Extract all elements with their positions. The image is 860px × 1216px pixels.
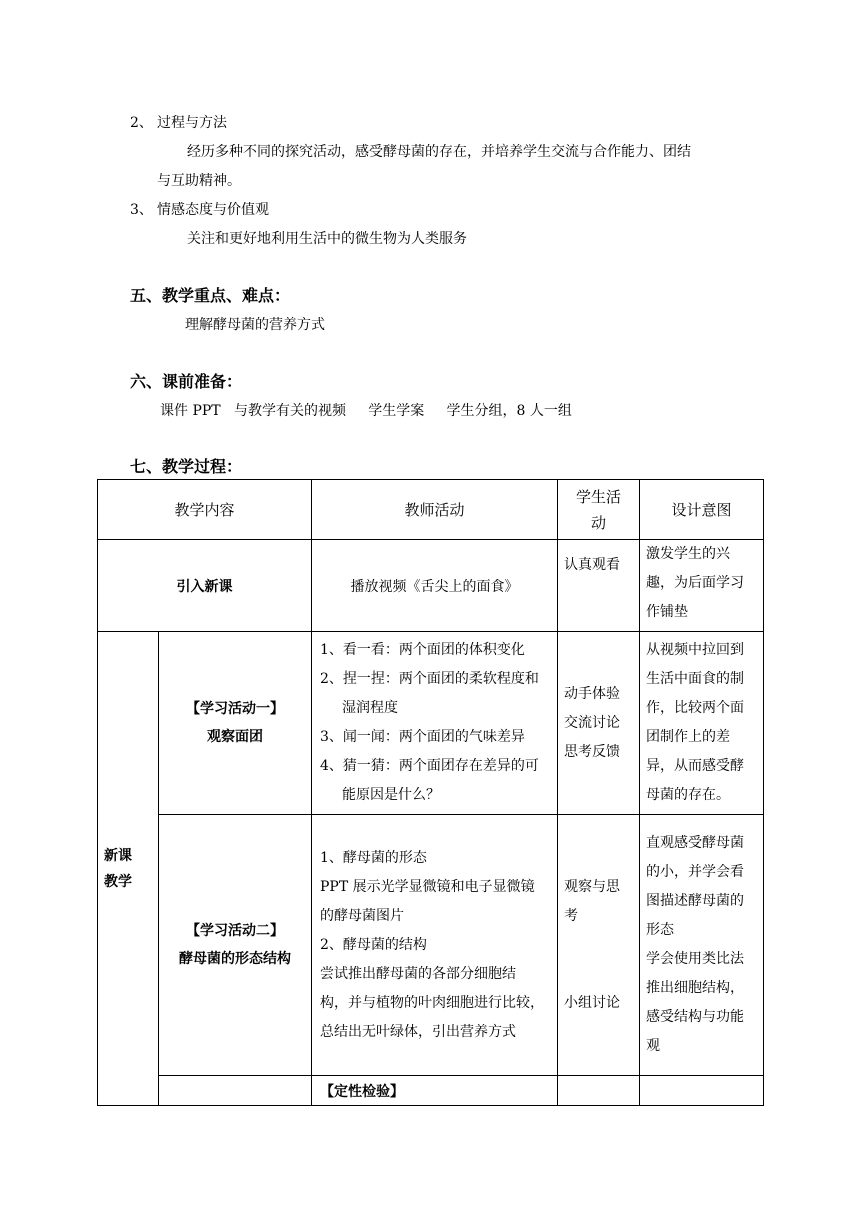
activity1-teacher-line: 2、捏一捏：两个面团的柔软程度和 <box>320 671 539 687</box>
objective-2-number: 2、 <box>130 115 153 131</box>
last-row-content <box>159 1076 312 1106</box>
header-student-line2: 动 <box>591 513 607 532</box>
activity2-intent-line: 直观感受酵母菌 <box>646 835 745 851</box>
activity2-subtitle: 酵母菌的形态结构 <box>179 951 291 967</box>
intro-student: 认真观看 <box>558 540 640 632</box>
header-intent: 设计意图 <box>640 480 764 540</box>
activity2-student-line: 观察与思 <box>564 878 621 895</box>
activity2-intent-line: 形态 <box>646 922 675 938</box>
intro-teacher: 播放视频《舌尖上的面食》 <box>312 540 558 632</box>
activity2-student <box>558 815 640 1076</box>
activity2-teacher-line: 尝试推出酵母菌的各部分细胞结 <box>320 965 517 982</box>
activity1-intent <box>640 632 764 815</box>
header-student <box>558 480 640 540</box>
objective-2-title: 过程与方法 <box>157 115 227 131</box>
intro-intent <box>640 540 764 632</box>
objective-2-text-line1: 经历多种不同的探究活动，感受酵母菌的存在，并培养学生交流与合作能力、团结 <box>187 144 691 160</box>
section5-text: 理解酵母菌的营养方式 <box>185 317 325 333</box>
activity2-student-line: 考 <box>564 907 579 924</box>
activity1-intent-line: 异，从而感受酵 <box>646 758 745 774</box>
activity1-teacher-line: 3、闻一闻：两个面团的气味差异 <box>320 729 525 745</box>
intro-intent-line: 作铺垫 <box>646 604 689 620</box>
table-row-activity1 <box>98 632 764 815</box>
activity2-intent <box>640 815 764 1076</box>
activity2-teacher-line: 的酵母菌图片 <box>320 907 405 924</box>
activity1-subtitle: 观察面团 <box>207 729 263 745</box>
header-teacher: 教师活动 <box>312 480 558 540</box>
section5-heading: 五、教学重点、难点： <box>130 286 291 305</box>
activity2-teacher <box>312 815 558 1076</box>
new-lesson-label-line: 新课 <box>104 847 132 864</box>
new-lesson-label <box>98 632 159 1106</box>
table-row-activity2 <box>98 815 764 1076</box>
activity2-teacher-line: 构，并与植物的叶肉细胞进行比较， <box>320 994 545 1011</box>
header-content: 教学内容 <box>98 480 312 540</box>
activity1-cell <box>159 632 312 815</box>
header-student-line1: 学生活 <box>576 487 622 506</box>
intro-content: 引入新课 <box>98 540 312 632</box>
activity2-student-line: 小组讨论 <box>564 994 621 1011</box>
activity1-student-line: 动手体验 <box>564 685 621 702</box>
activity2-teacher-line: 2、酵母菌的结构 <box>320 936 427 953</box>
intro-intent-line: 激发学生的兴 <box>646 546 731 562</box>
objective-3-number: 3、 <box>130 202 153 218</box>
objective-2-text-line2: 与互助精神。 <box>157 173 241 189</box>
activity2-cell <box>159 815 312 1076</box>
activity1-student-line: 思考反馈 <box>564 743 621 760</box>
activity1-intent-line: 团制作上的差 <box>646 729 731 745</box>
activity2-intent-line: 的小，并学会看 <box>646 864 745 880</box>
activity1-teacher <box>312 632 558 815</box>
section6-heading: 六、课前准备： <box>130 372 243 391</box>
activity1-title: 【学习活动一】 <box>186 701 284 717</box>
section6-text: 课件 PPT 与教学有关的视频 学生学案 学生分组，8 人一组 <box>160 403 572 419</box>
activity2-intent-line: 图描述酵母菌的 <box>646 893 745 909</box>
activity1-teacher-line: 能原因是什么？ <box>342 787 441 803</box>
activity1-teacher-line: 湿润程度 <box>342 700 399 716</box>
activity2-student-spacer <box>564 931 633 989</box>
section7-heading: 七、教学过程： <box>130 457 243 476</box>
last-row-student <box>558 1076 640 1106</box>
activity1-intent-line: 生活中面食的制 <box>646 671 745 687</box>
activity1-teacher-line: 4、猜一猜：两个面团存在差异的可 <box>320 758 539 774</box>
table-header-row <box>98 480 764 540</box>
lesson-plan-table <box>97 479 764 1106</box>
last-row-teacher: 【定性检验】 <box>312 1076 558 1106</box>
activity1-student <box>558 632 640 815</box>
activity2-title: 【学习活动二】 <box>186 923 284 939</box>
objective-3-title: 情感态度与价值观 <box>157 202 269 218</box>
activity2-teacher-line: PPT 展示光学显微镜和电子显微镜 <box>320 878 535 895</box>
activity2-intent-line: 学会使用类比法 <box>646 951 745 967</box>
activity2-teacher-line: 1、酵母菌的形态 <box>320 849 427 866</box>
intro-intent-line: 趣，为后面学习 <box>646 575 745 591</box>
activity1-intent-line: 作，比较两个面 <box>646 700 745 716</box>
table-row-last <box>98 1076 764 1106</box>
new-lesson-label-line: 教学 <box>104 873 132 890</box>
activity1-student-line: 交流讨论 <box>564 714 621 731</box>
activity1-intent-line: 母菌的存在。 <box>646 787 731 803</box>
activity2-teacher-line: 总结出无叶绿体，引出营养方式 <box>320 1023 517 1040</box>
last-row-intent <box>640 1076 764 1106</box>
activity2-intent-line: 推出细胞结构， <box>646 980 745 996</box>
table-row-intro <box>98 540 764 632</box>
activity1-intent-line: 从视频中拉回到 <box>646 642 745 658</box>
objective-3-text: 关注和更好地利用生活中的微生物为人类服务 <box>187 231 467 247</box>
activity2-intent-line: 感受结构与功能 <box>646 1009 745 1025</box>
activity2-intent-line: 观 <box>646 1038 661 1054</box>
activity1-teacher-line: 1、看一看：两个面团的体积变化 <box>320 642 525 658</box>
